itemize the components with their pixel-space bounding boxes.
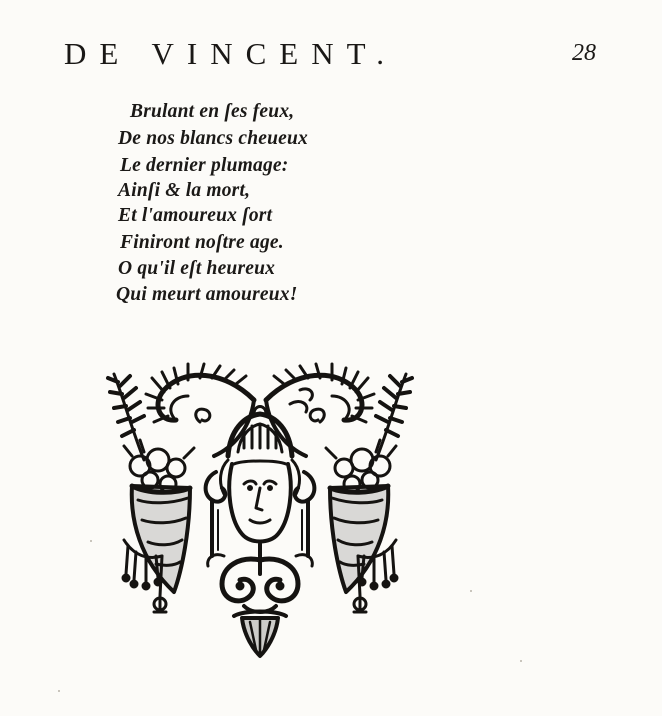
lower-scrollwork-icon — [208, 544, 313, 612]
crest-helmet-icon — [228, 407, 292, 457]
poem-line: Finiront noſtre age. — [120, 232, 284, 253]
poem-line: Le dernier plumage: — [120, 155, 289, 176]
poem-line: Qui meurt amoureux! — [116, 284, 298, 305]
running-head-title: DE VINCENT. — [64, 36, 397, 71]
tailpiece-mask-cornucopia-ornament-icon — [104, 360, 416, 660]
page-number: 28 — [572, 40, 596, 66]
paper-speck — [90, 540, 92, 542]
poem-line: Brulant en ſes feux, — [130, 101, 295, 122]
paper-speck — [520, 660, 522, 662]
poem-line: Et l'amoureux ſort — [118, 205, 273, 226]
mask-face-icon — [221, 460, 300, 542]
paper-speck — [58, 690, 60, 692]
poem-stanza — [0, 0, 662, 330]
paper-speck — [470, 590, 472, 592]
poem-line: O qu'il eſt heureux — [118, 258, 276, 279]
poem-line: Ainſi & la mort, — [118, 180, 251, 201]
poem-line: De nos blancs cheueux — [118, 128, 309, 149]
bottom-shell-icon — [234, 612, 286, 657]
